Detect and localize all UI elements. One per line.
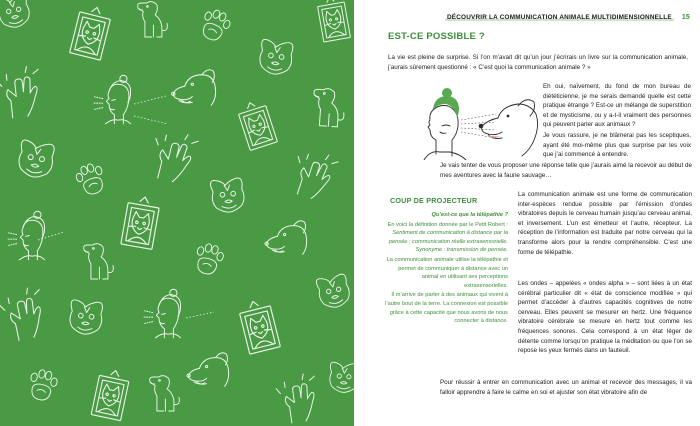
framed-cat-icon xyxy=(316,0,350,42)
dog-sitting-icon xyxy=(312,88,346,128)
bulldog-icon xyxy=(258,39,294,76)
telepathy-ray xyxy=(134,96,166,104)
woman-profile-icon xyxy=(94,75,131,124)
paragraph-4: Je vais tenter de vous proposer une réponse telle que j’aurais aimé la recevoir au début de mes aventures avec la faune sauvage… xyxy=(440,162,692,179)
telepathy-ray xyxy=(134,116,168,124)
dog-sitting-icon xyxy=(138,2,168,37)
bulldog-icon xyxy=(16,139,55,179)
bulldog-icon xyxy=(210,178,245,214)
hand-icon xyxy=(275,373,321,425)
sidebar-definition-intro: En voici la définition donnée par le Petit Robert : xyxy=(387,221,508,228)
bulldog-icon xyxy=(68,299,103,335)
paragraph-2: Eh oui, naïvement, du fond de mon bureau de diététicienne, je me serais demandé quelle est cette pratique étrange ? Est-ce un mélange de superstition et de mysticisme, ou y a-t-il vraiment des personnes qui peuvent parler aux animaux ? xyxy=(543,83,691,129)
hand-icon xyxy=(0,286,49,343)
sidebar-text-1: La communication animale utilise la télépathie et permet de communiquer à distance avec un animal en utilisant ses perceptions extrasensorielles. xyxy=(386,256,508,289)
paragraph-intro: La vie est pleine de surprise. Si l’on m’avait dit qu’un jour j’écrirais un livre sur la communication animale, j’aurais sûrement questionné : « C’est quoi la communication animale ? » xyxy=(388,54,688,71)
hair-bun-icon xyxy=(433,96,459,117)
sidebar-title: COUP DE PROJECTEUR xyxy=(390,196,478,205)
dog-head-icon xyxy=(187,353,229,387)
bulldog-icon xyxy=(316,273,352,310)
dog-sitting-icon xyxy=(84,244,114,279)
text-page xyxy=(354,0,700,426)
sidebar-text-2: Il m’arrive de parler à des animaux qui vivent à l’autre bout de la terre. La connexion est possible grâce à cette capacité que nous avons de nous connecter à distance. xyxy=(385,292,508,325)
dog-head-icon xyxy=(172,70,216,105)
paw-icon xyxy=(192,241,226,277)
sidebar-definition xyxy=(382,221,508,255)
page-number: 15 xyxy=(681,13,690,21)
framed-cat-icon xyxy=(70,4,113,61)
paragraph-5: La communication animale est une forme de communication inter-espèces rendue possible par l’émission d’ondes vibratoires depuis le cerveau humain jusqu’au cerveau animal, et inversement. L’un est émetteur et l’autre, récepteur. La réception de l’information est traduite par notre cerveau qui la transforme alors pour la rendre compréhensible. C’est une forme de télépathie. xyxy=(518,191,692,256)
paw-icon xyxy=(197,6,233,44)
paw-icon xyxy=(26,367,59,402)
bulldog-icon xyxy=(0,0,32,30)
paragraph-6: Les ondes – appelées « ondes alpha » – sont liées à un état cérébral particulier dit « état de conscience modifiée » qui permet d’accéder à d’autres capacités cognitives de notre cerveau. Elles peuvent se mesurer en hertz. Une fréquence vibratoire cérébrale se mesure en hertz tout comme les fréquences sonores. Cela correspond à un état léger de détente comme lorsqu’on pratique la méditation ou que l’on se repose les yeux fermés dans un fauteuil. xyxy=(518,280,692,355)
framed-cat-icon xyxy=(236,98,277,150)
sidebar-definition-text: Sentiment de communication à distance par la pensée ; communication réelle extrasensorielle. Synonyme : transmission de pensée. xyxy=(388,230,508,254)
telepathy-ray xyxy=(38,232,64,240)
dog-head-icon xyxy=(265,221,307,255)
running-head xyxy=(445,11,690,23)
sidebar-question: Qu’est-ce que la télépathie ? xyxy=(431,212,508,218)
hand-icon xyxy=(0,65,43,118)
framed-cat-icon xyxy=(91,367,130,420)
woman-profile-icon xyxy=(144,289,181,338)
dog-sitting-icon xyxy=(150,376,180,411)
framed-cat-icon xyxy=(121,194,161,249)
hand-icon xyxy=(147,127,200,185)
woman-and-dog-illustration xyxy=(384,80,542,160)
bulldog-icon xyxy=(329,362,354,393)
framed-cat-icon xyxy=(238,298,281,355)
paragraph-3: Je vous rassure, je ne blâmerai pas les sceptiques, ayant été moi-même plus que surprise par les voix que j’ai commencé à entendre. xyxy=(543,132,691,159)
telepathy-ray xyxy=(186,312,214,318)
woman-profile-icon xyxy=(8,211,45,260)
hand-icon xyxy=(287,146,339,203)
paw-icon xyxy=(73,161,108,198)
running-head-title: DÉCOUVRIR LA COMMUNICATION ANIMALE MULTIDIMENSIONNELLE xyxy=(446,13,672,21)
sidebar-box xyxy=(382,211,508,327)
paragraph-7: Pour réussir à entrer en communication avec un animal et recevoir des messages, il va falloir apprendre à faire le calme en soi et ajuster son état vibratoire afin de xyxy=(440,379,692,396)
section-title: EST-CE POSSIBLE ? xyxy=(388,31,485,42)
